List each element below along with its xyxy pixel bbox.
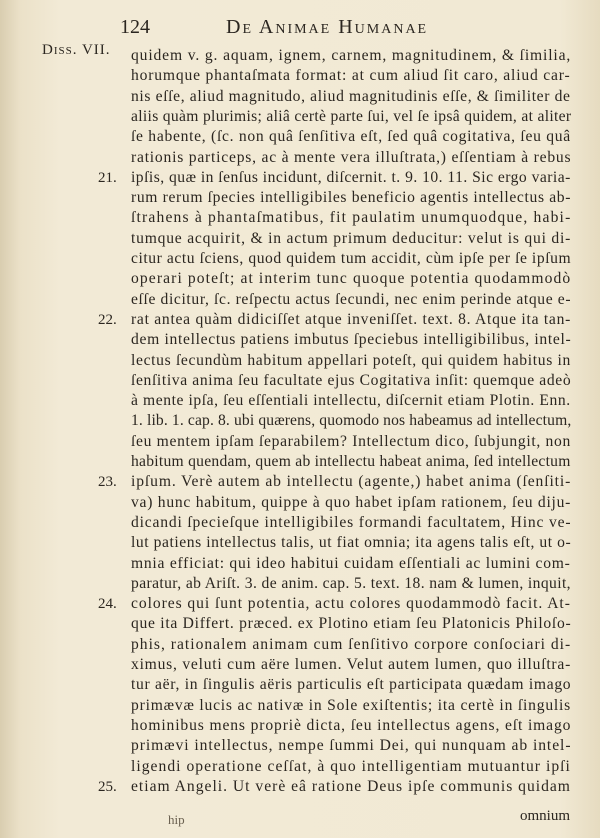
text-line: ximus, veluti cum aëre lumen. Velut autem lumen, quo illuſtra- [131, 656, 572, 673]
paragraph-number: 24. [98, 596, 117, 613]
page-header [120, 12, 560, 40]
text-line: hominibus mens propriè dicta, ſeu intellectus agens, eſt imago [131, 716, 572, 734]
text-line: horumque phantaſmata format: at cum aliud ſit caro, aliud car- [131, 67, 571, 85]
text-line: primævæ lucis ac nativæ in Sole exiſtentis; ita certè in ſingulis [131, 696, 572, 714]
running-head: De Animae Humanae [226, 16, 429, 38]
text-line: mnia efficiat: qui ideo habitui cuidam eſſentiali ac lumini com- [131, 554, 571, 572]
text-line: ſenſitiva anima ſeu facultate ejus Cogitativa inſit: quemque adeò [131, 371, 572, 389]
paragraph-number: 23. [98, 474, 117, 491]
text-line: etiam Angeli. Ut verè eâ ratione Deus ipſe communis quidam [131, 777, 571, 795]
text-line: primævi intellectus, nempe ſummi Dei, qui nunquam ab intel- [131, 737, 572, 755]
text-line: phis, rationalem animam cum ſenſitivo corpore conſociari di- [131, 635, 572, 653]
dissertation-label: Diss. VII. [42, 42, 111, 58]
text-line: operari poteſt; at interim tunc quoque potentia quodammodò [131, 270, 572, 288]
text-line: tur aër, in ſingulis aëris particulis eſt participata quædam imago [131, 676, 572, 694]
text-line: ligendi operatione ceſſat, à quo intelligentiam mutuantur ipſi [131, 757, 571, 775]
text-line: ſe habente, (ſc. non quâ ſenſitiva eſt, ſed quâ cogitativa, ſeu quâ [131, 128, 571, 146]
text-line: aliis quàm plurimis; aliâ certè parte ſui, vel ſe ipsâ quidem, at aliter [131, 107, 572, 125]
text-line: rationis particeps, ac à mente vera illuſtrata,) eſſentiam à rebus [131, 148, 572, 166]
text-line: tumque acquirit, & in actum primum deducitur: velut is qui di- [131, 229, 572, 247]
signature-mark: hip [168, 812, 185, 827]
text-line: rat antea quàm didiciſſet atque inveniſſet. text. 8. Atque ita tan- [131, 310, 572, 328]
text-line: lectus ſecundùm habitum appellari poteſt, qui quidem habitus in [131, 351, 571, 369]
text-line: va) hunc habitum, quippe à quo habet ipſam rationem, ſeu diju- [131, 493, 572, 511]
paragraph-number: 21. [98, 169, 117, 186]
text-line: nis eſſe, aliud magnitudo, aliud magnitudinis eſſe, & ſimiliter de [131, 87, 571, 105]
text-line: citur actu ſciens, quod quidem tum accidit, cùm ipſe per ſe ipſum [131, 250, 572, 267]
paragraph-number: 22. [98, 311, 117, 328]
text-line: paratur, ab Ariſt. 3. de anim. cap. 5. text. 18. nam & lumen, inquit, [131, 574, 571, 592]
text-line: ipſum. Verè autem ab intellectu (agente,) habet anima (ſenſiti- [131, 473, 572, 491]
text-line: à mente ipſa, ſeu eſſentiali intellectu, diſcernit etiam Plotin. Enn. [131, 392, 571, 410]
text-line: ipſis, quæ in ſenſus incidunt, diſcernit. t. 9. 10. 11. Sic ergo varia- [131, 168, 571, 186]
page-number: 124 [120, 16, 150, 38]
text-line: dem intellectus patiens imbutus ſpeciebus intelligibilibus, intel- [131, 331, 572, 349]
text-line: dicandi ſpecieſque intelligibiles formandi facultatem, Hinc ve- [131, 513, 572, 531]
text-line: ſeu mentem ipſam ſeparabilem? Intellectum dico, ſubjungit, non [131, 432, 571, 450]
text-line: habitum quendam, quem ab intellectu habeat anima, ſed intellectum [131, 453, 571, 470]
text-line: rum rerum ſpecies intelligibiles beneficio agentis intellectus ab- [131, 189, 572, 207]
paragraph-number: 25. [98, 778, 117, 795]
text-line: ſtrahens à phantaſmatibus, fit paulatim unumquodque, habi- [131, 209, 572, 227]
text-line: que ita Differt. præced. ex Plotino etiam ſeu Platonicis Philoſo- [131, 615, 572, 633]
text-line: eſſe dicitur, ſc. reſpectu actus ſecundi, nec enim perinde atque e- [131, 290, 572, 308]
catchword: omnium [520, 808, 571, 824]
text-line: colores qui ſunt potentia, actu colores quodammodò facit. At- [131, 595, 571, 613]
text-line: quidem v. g. aquam, ignem, carnem, magnitudinem, & ſimilia, [131, 47, 572, 64]
text-line: 1. lib. 1. cap. 8. ubi quærens, quomodo nos habeamus ad intellectum, [131, 412, 572, 430]
text-line: lut patiens intellectus talis, ut fiat omnia; ita agens talis eſt, ut o- [131, 534, 572, 552]
